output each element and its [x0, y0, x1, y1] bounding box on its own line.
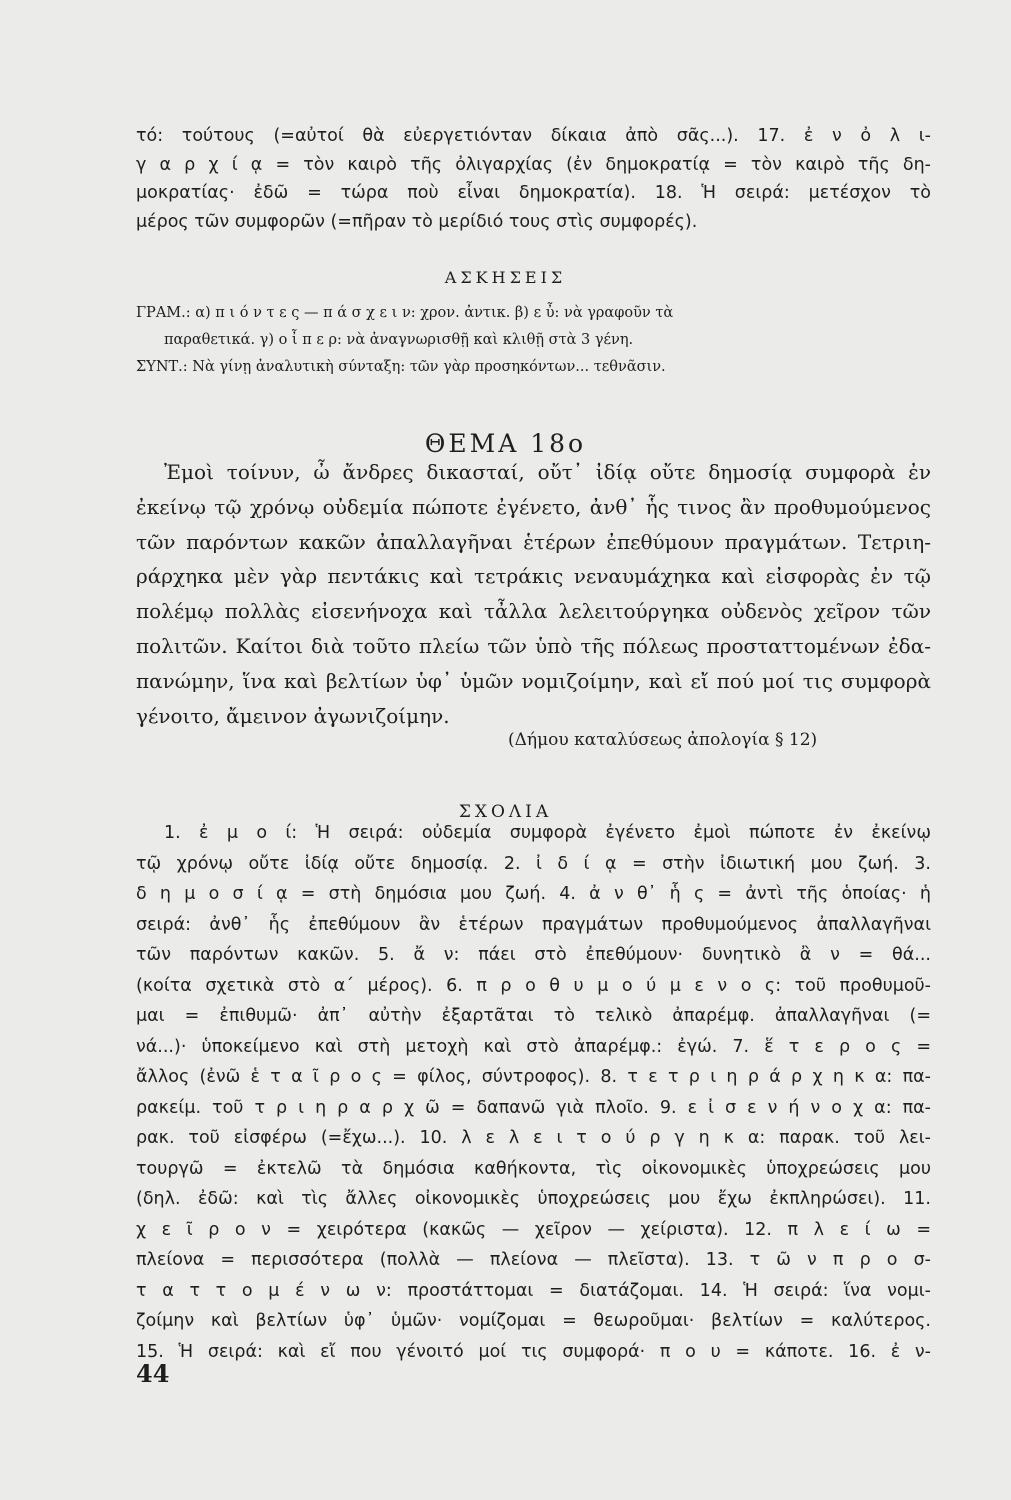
- scholia-line: ρακ. τοῦ εἰσφέρω (=ἔχω...). 10. λ ε λ ε ι τ ο ύ ρ γ η κ α: παρακ. τοῦ λει-: [136, 1128, 931, 1148]
- exercises: [136, 300, 931, 381]
- scholia-line: (δηλ. ἐδῶ: καὶ τὶς ἄλλες οἰκονομικὲς ὑποχρεώσεις μου ἔχω ἐκπληρώσει). 11.: [136, 1189, 931, 1209]
- note-line: τό: τούτους (=αὐτοί θὰ εὐεργετιόνταν δίκαια ἀπὸ σᾶς...). 17. ἐ ν ὀ λ ι-: [136, 126, 931, 146]
- scholia-line: ἄλλος (ἐνῶ ἑ τ α ῖ ρ ο ς = φίλος, σύντροφος). 8. τ ε τ ρ ι η ρ ά ρ χ η κ α: πα-: [136, 1067, 931, 1087]
- note-line: μέρος τῶν συμφορῶν (=πῆραν τὸ μερίδιό τους στὶς συμφορές).: [136, 211, 698, 232]
- note-line: γ α ρ χ ί ᾳ = τὸν καιρὸ τῆς ὀλιγαρχίας (ἐν δημοκρατίᾳ = τὸν καιρὸ τῆς δη-: [136, 154, 931, 175]
- exercise-line: ΣΥΝΤ.: Νὰ γίνῃ ἀναλυτικὴ σύνταξη: τῶν γὰρ προσηκόντων... τεθνᾶσιν.: [136, 359, 666, 375]
- ancient-passage: [136, 455, 931, 733]
- passage-line: πολιτῶν. Καίτοι διὰ τοῦτο πλείω τῶν ὑπὸ τῆς πόλεως προσταττομένων ἐδα-: [136, 633, 931, 658]
- scholia-line: μαι = ἐπιθυμῶ· ἀπ᾽ αὐτὴν ἐξαρτᾶται τὸ τελικὸ ἀπαρέμφ. ἀπαλλαγῆναι (=: [136, 1006, 931, 1026]
- scholia-line: 1. ἐ μ ο ί: Ἡ σειρά: οὐδεμία συμφορὰ ἐγένετο ἐμοὶ πώποτε ἐν ἐκείνῳ: [164, 823, 931, 843]
- scholia-line: νά...)· ὑποκείμενο καὶ στὴ μετοχὴ καὶ στὸ ἀπαρέμφ.: ἐγώ. 7. ἕ τ ε ρ ο ς =: [136, 1036, 931, 1057]
- scholia-line: πλείονα = περισσότερα (πολλὰ — πλείονα — πλεῖστα). 13. τ ῶ ν π ρ ο σ-: [136, 1250, 931, 1270]
- page-number: 44: [136, 1359, 170, 1388]
- note-line: μοκρατίας· ἐδῶ = τώρα ποὺ εἶναι δημοκρατία). 18. Ἡ σειρά: μετέσχον τὸ: [136, 183, 931, 203]
- passage-line: πολέμῳ πολλὰς εἰσενήνοχα καὶ τἆλλα λελειτούργηκα οὐδενὸς χεῖρον τῶν: [136, 599, 931, 624]
- scholia-line: τῶν παρόντων κακῶν. 5. ἄ ν: πάει στὸ ἐπεθύμουν· δυνητικὸ ἂ ν = θά...: [136, 945, 931, 965]
- scholia-line: τῷ χρόνῳ οὔτε ἰδίᾳ οὔτε δημοσίᾳ. 2. ἰ δ ί ᾳ = στὴν ἰδιωτική μου ζωή. 3.: [136, 853, 931, 874]
- exercise-line: ΓΡΑΜ.: α) π ι ό ν τ ε ς — π ά σ χ ε ι ν: χρον. ἀντικ. β) ε ὖ: νὰ γραφοῦν τὰ: [136, 305, 674, 321]
- scholia-line: (κοίτα σχετικὰ στὸ α´ μέρος). 6. π ρ ο θ υ μ ο ύ μ ε ν ο ς: τοῦ προθυμοῦ-: [136, 975, 931, 996]
- passage-line: γένοιτο, ἄμεινον ἀγωνιζοίμην.: [136, 703, 450, 728]
- passage-line: ἐκείνῳ τῷ χρόνῳ οὐδεμία πώποτε ἐγένετο, ἀνθ᾽ ἧς τινος ἂν προθυμούμενος: [136, 494, 931, 519]
- top-notes: [136, 122, 931, 236]
- scholia-line: χ ε ῖ ρ ο ν = χειρότερα (κακῶς — χεῖρον — χείριστα). 12. π λ ε ί ω =: [136, 1219, 931, 1240]
- scholia-line: 15. Ἡ σειρά: καὶ εἴ που γένοιτό μοί τις συμφορά· π ο υ = κάποτε. 16. ἐ ν-: [136, 1341, 931, 1362]
- scholia-heading: ΣΧΟΛΙΑ: [458, 802, 553, 822]
- passage-line: τῶν παρόντων κακῶν ἀπαλλαγῆναι ἑτέρων ἐπεθύμουν πραγμάτων. Τετριη-: [136, 529, 931, 554]
- scholia-line: ρακείμ. τοῦ τ ρ ι η ρ α ρ χ ῶ = δαπανῶ γιὰ πλοῖο. 9. ε ἰ σ ε ν ή ν ο χ α: πα-: [136, 1097, 931, 1118]
- scholia-line: τ α τ τ ο μ έ ν ω ν: προστάττομαι = διατάζομαι. 14. Ἡ σειρά: ἵνα νομι-: [136, 1280, 931, 1301]
- exercise-line: παραθετικά. γ) ο ἶ π ε ρ: νὰ ἀναγνωρισθῇ καὶ κλιθῇ στὰ 3 γένη.: [164, 332, 634, 348]
- scholia-line: ζοίμην καὶ βελτίων ὑφ᾽ ὑμῶν· νομίζομαι = θεωροῦμαι· βελτίων = καλύτερος.: [136, 1311, 931, 1331]
- theme-heading: ΘΕΜΑ 18ο: [424, 429, 587, 458]
- passage-line: πανώμην, ἵνα καὶ βελτίων ὑφ᾽ ὑμῶν νομιζοίμην, καὶ εἴ πού μοί τις συμφορὰ: [136, 668, 931, 693]
- passage-source: (Δήμου καταλύσεως ἀπολογία § 12): [508, 730, 818, 750]
- passage-line: Ἐμοὶ τοίνυν, ὦ ἄνδρες δικασταί, οὔτ᾽ ἰδίᾳ οὔτε δημοσίᾳ συμφορὰ ἐν: [164, 460, 931, 484]
- scholia-line: σειρά: ἀνθ᾽ ἧς ἐπεθύμουν ἂν ἑτέρων πραγμάτων προθυμούμενος ἀπαλλαγῆναι: [136, 914, 931, 935]
- passage-line: ράρχηκα μὲν γὰρ πεντάκις καὶ τετράκις νεναυμάχηκα καὶ εἰσφορὰς ἐν τῷ: [136, 564, 931, 589]
- scholia-line: τουργῶ = ἐκτελῶ τὰ δημόσια καθήκοντα, τὶς οἰκονομικὲς ὑποχρεώσεις μου: [136, 1158, 931, 1179]
- scholia-line: δ η μ ο σ ί ᾳ = στὴ δημόσια μου ζωή. 4. ἀ ν θ᾽ ἧ ς = ἀντὶ τῆς ὁποίας· ἡ: [136, 884, 931, 904]
- scholia: [136, 818, 931, 1367]
- exercises-heading: ΑΣΚΗΣΕΙΣ: [444, 268, 567, 287]
